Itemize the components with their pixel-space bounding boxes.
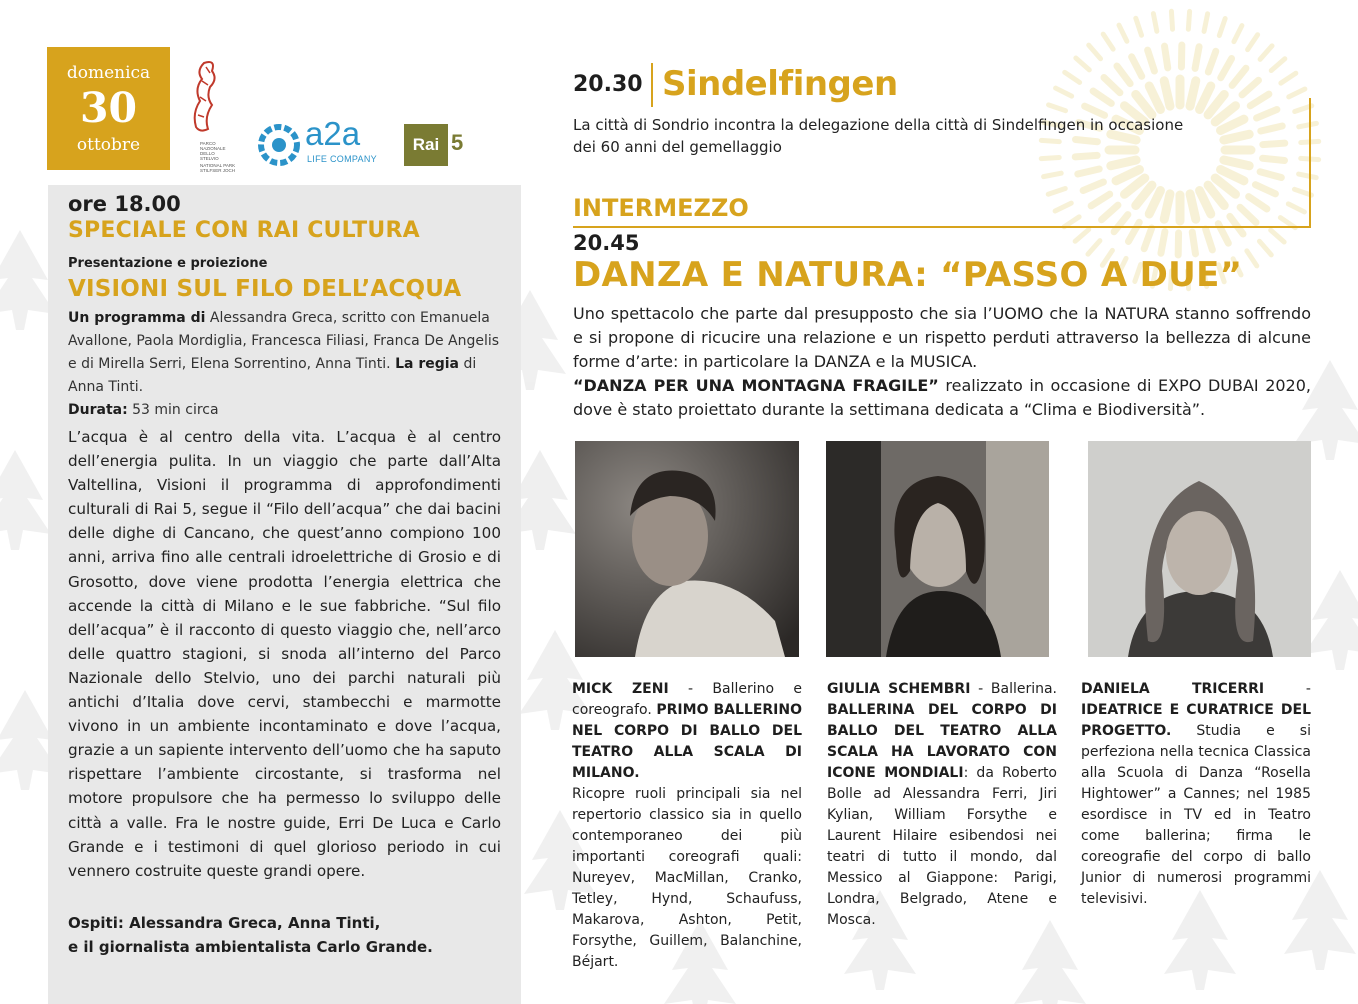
sun-ray bbox=[1161, 232, 1165, 254]
sun-ray bbox=[1257, 109, 1277, 117]
sun-ray bbox=[1188, 11, 1189, 29]
sun-ray bbox=[1224, 160, 1249, 166]
sun-ray bbox=[1164, 81, 1170, 106]
sun-ray bbox=[1192, 232, 1195, 254]
bio-giulia-schembri bbox=[827, 679, 1057, 931]
parco-stelvio-logo bbox=[186, 57, 246, 173]
a2a-tagline: LIFE COMPANY bbox=[307, 154, 377, 164]
sun-ray bbox=[1076, 58, 1089, 70]
sun-ray bbox=[1200, 191, 1211, 214]
sun-ray bbox=[1248, 35, 1258, 50]
date-month: ottobre bbox=[76, 135, 141, 155]
sun-ray bbox=[1195, 47, 1199, 69]
photo-daniela-tricerri bbox=[1088, 441, 1311, 657]
sun-ray bbox=[1114, 215, 1128, 232]
sun-ray bbox=[1249, 197, 1267, 209]
sun-ray bbox=[1088, 241, 1100, 254]
sun-ray bbox=[1240, 207, 1256, 222]
sun-ray bbox=[1075, 229, 1089, 241]
intermezzo-rule bbox=[573, 226, 1311, 228]
event-time-2030: 20.30 bbox=[573, 72, 643, 97]
program-guests bbox=[68, 911, 508, 959]
sun-ray bbox=[1221, 119, 1244, 130]
person-role: - Ballerina. bbox=[970, 681, 1058, 697]
guests-line-1: Ospiti: Alessandra Greca, Anna Tinti, bbox=[68, 914, 381, 932]
sun-ray bbox=[1065, 72, 1080, 82]
svg-text:STILFSER JOCH: STILFSER JOCH bbox=[200, 168, 236, 173]
show-film-title: “DANZA PER UNA MONTAGNA FRAGILE” bbox=[573, 376, 939, 395]
sun-ray bbox=[1219, 19, 1225, 36]
duration-label: Durata: bbox=[68, 402, 128, 418]
event-title-sindelfingen: Sindelfingen bbox=[662, 64, 898, 104]
sun-ray bbox=[1165, 46, 1168, 68]
sun-ray bbox=[1055, 203, 1071, 211]
sun-ray bbox=[1049, 105, 1066, 111]
sun-ray bbox=[1048, 188, 1065, 194]
sun-ray bbox=[1260, 46, 1272, 59]
sun-ray bbox=[1255, 185, 1275, 194]
sun-ray bbox=[1153, 14, 1156, 32]
sun-ray bbox=[1171, 11, 1172, 29]
regia-label: La regia bbox=[395, 356, 459, 372]
sun-ray bbox=[1204, 14, 1208, 32]
sun-ray bbox=[1148, 50, 1155, 71]
sun-ray bbox=[1259, 241, 1271, 255]
regia-text: di Anna Tinti. bbox=[68, 356, 477, 395]
program-description: L’acqua è al centro della vita. L’acqua è al centro dell’energia pulita. In un viaggio che parte dall’Alta Valtellina, Visioni il programma di approfondimenti culturali di Rai 5, segue il “Filo dell’acqua” che dai bacini delle dighe di Cancano, che quest’anno compiono 100 anni, arriva fino alle centrali idroelettriche di Grosio e di Grosotto, dove viene prodotta l’energia elettrica che accende la città di Milano e le sue fabbriche. “Sul filo dell’acqua” è il racconto di questo viaggio che, nell’arco delle quattro stagioni, si snoda all’interno del Parco Nazionale dello Stelvio, uno dei parchi naturali più antichi d’Italia dove cervi, stambecchi e marmotte vivono in un ambiente incontaminato e dove l’acqua, grazie a un sapiente intervento dell’uomo che ha saputo rispettare l’ambiente circostante, si trasforma nel motore propulsore che ha permesso lo sviluppo delle città a valle. Fra le nostre guide, Erri De Luca e Carlo Grande e i testimoni di quel glorioso periodo in cui vennero costruite queste grandi opere. bbox=[68, 428, 501, 880]
event-title-rai-cultura: SPECIALE CON RAI CULTURA bbox=[68, 218, 420, 243]
person-bio: Studia e si perfeziona nella tecnica Classica alla Scuola di Danza “Rosella Hightower” a Cannes; nel 1985 esordisce in TV ed in Teatro come ballerina; firma le coreografie del corpo di ballo Junior di numerosi programmi televisivi. bbox=[1081, 723, 1311, 907]
photo-mick-zeni bbox=[575, 441, 799, 657]
sun-ray bbox=[1102, 205, 1118, 220]
sun-ray bbox=[1164, 194, 1170, 219]
sun-ray bbox=[1190, 81, 1196, 106]
sun-ray bbox=[1271, 59, 1285, 71]
event-time-1800: ore 18.00 bbox=[68, 192, 181, 216]
a2a-emblem-icon bbox=[257, 123, 301, 167]
svg-text:STELVIO: STELVIO bbox=[200, 156, 219, 161]
svg-text:NATIONAL PARK: NATIONAL PARK bbox=[200, 163, 236, 168]
intermezzo-heading: INTERMEZZO bbox=[573, 194, 749, 222]
sindelfingen-description: La città di Sondrio incontra la delegazione della città di Sindelfingen in occasione dei 60 anni del gemellaggio bbox=[573, 116, 1184, 156]
program-credits bbox=[68, 307, 508, 422]
sun-ray bbox=[1263, 158, 1285, 160]
sun-ray bbox=[1299, 174, 1317, 178]
sun-ray bbox=[1104, 78, 1120, 93]
credits-text: Alessandra Greca, scritto con Emanuela Avallone, Paola Mordiglia, Francesca Filiasi, Franca De Angelis e di Mirella Serri, Elena Sorrentino, Anna Tinti. bbox=[68, 310, 500, 372]
sun-ray bbox=[1221, 59, 1232, 78]
program-title: VISIONI SUL FILO DELL’ACQUA bbox=[68, 276, 462, 302]
sun-ray bbox=[1221, 170, 1244, 181]
show-description-text: Uno spettacolo che parte dal presupposto che sia l’UOMO che la NATURA stanno soffrendo e si propone di ricucire una relazione e un rispetto perduti attraverso la bellezza di alcune forme d’arte: in particolare la DANZA e la MUSICA. bbox=[573, 304, 1311, 371]
sun-ray bbox=[1044, 173, 1062, 176]
sun-ray bbox=[1117, 66, 1130, 84]
tree-shape bbox=[1304, 570, 1358, 670]
sun-ray bbox=[1206, 229, 1213, 250]
bio-daniela-tricerri bbox=[1081, 679, 1311, 910]
sun-ray bbox=[1234, 26, 1242, 42]
sun-ray bbox=[1056, 88, 1072, 96]
sun-ray bbox=[1261, 126, 1282, 131]
sun-ray bbox=[1093, 91, 1111, 103]
sun-ray bbox=[1089, 45, 1101, 59]
sun-ray bbox=[1149, 191, 1160, 214]
sun-ray bbox=[1200, 86, 1211, 109]
intermezzo-rule-vertical bbox=[1309, 98, 1311, 228]
sun-ray bbox=[1288, 204, 1304, 212]
rai5-logo bbox=[404, 124, 468, 166]
person-name: GIULIA SCHEMBRI bbox=[827, 681, 971, 697]
tree-shape bbox=[0, 450, 51, 550]
sun-ray bbox=[1281, 73, 1296, 83]
show-title: DANZA E NATURA: “PASSO A DUE” bbox=[573, 255, 1243, 295]
sun-ray bbox=[1208, 51, 1216, 72]
rai-wordmark: Rai bbox=[404, 124, 448, 166]
a2a-wordmark: a2a bbox=[305, 115, 361, 152]
sun-ray bbox=[1260, 172, 1281, 178]
bio-mick-zeni bbox=[572, 679, 802, 973]
sun-ray bbox=[1263, 143, 1285, 144]
sun-ray bbox=[1289, 89, 1305, 97]
date-badge bbox=[47, 47, 170, 170]
photo-giulia-schembri bbox=[826, 441, 1049, 657]
sun-ray bbox=[1078, 169, 1099, 174]
sun-ray bbox=[1190, 194, 1196, 219]
person-highlight: IDEATRICE E CURATRICE DEL PROGETTO. bbox=[1081, 702, 1311, 739]
person-bio: Ricopre ruoli principali sia nel repertorio classico sia in quello contemporaneo dei più importanti coreografi quali: Nureyev, MacMillan, Cranko, Tetley, Hynd, Schaufuss, Makarova, Ashton, Petit, Forsythe, Guillem, Balanchine, Béjart. bbox=[572, 786, 802, 970]
person-role: - bbox=[1264, 681, 1311, 697]
person-highlight: PRIMO BALLERINO NEL CORPO DI BALLO DEL TEATRO ALLA SCALA DI MILANO. bbox=[572, 702, 802, 781]
show-film-text: realizzato in occasione di EXPO DUBAI 2020, dove è stato proiettato durante la settimana dedicata a “Clima e Biodiversità”. bbox=[573, 376, 1312, 419]
sun-ray bbox=[1116, 170, 1139, 181]
duration-text: 53 min circa bbox=[127, 402, 219, 418]
person-role: - Ballerino e coreografo. bbox=[572, 681, 802, 718]
person-name: DANIELA TRICERRI bbox=[1081, 681, 1265, 697]
sun-ray bbox=[1091, 194, 1110, 206]
person-name: MICK ZENI bbox=[572, 681, 669, 697]
svg-text:DELLO: DELLO bbox=[200, 151, 215, 156]
sun-ray bbox=[1144, 228, 1152, 249]
sun-ray bbox=[1250, 94, 1269, 106]
sun-ray bbox=[1132, 57, 1142, 77]
sun-ray bbox=[1149, 86, 1160, 109]
sun-ray bbox=[1242, 80, 1258, 95]
sun-ray bbox=[1111, 160, 1136, 166]
event-time-2045: 20.45 bbox=[573, 231, 640, 255]
event-subtitle: Presentazione e proiezione bbox=[68, 256, 268, 271]
sun-ray bbox=[1271, 230, 1284, 242]
show-description bbox=[573, 302, 1311, 422]
sun-ray bbox=[1083, 182, 1103, 190]
date-weekday: domenica bbox=[66, 63, 151, 83]
sun-ray bbox=[1232, 68, 1246, 85]
sun-ray bbox=[1224, 134, 1249, 140]
sun-ray bbox=[1103, 34, 1113, 49]
credits-label: Un programma di bbox=[68, 310, 206, 326]
time-separator bbox=[651, 63, 653, 107]
svg-text:NAZIONALE: NAZIONALE bbox=[200, 146, 226, 151]
rai-channel-number: 5 bbox=[451, 130, 464, 155]
sun-ray bbox=[1299, 123, 1317, 126]
sun-ray bbox=[1136, 18, 1142, 35]
guests-line-2: e il giornalista ambientalista Carlo Grande. bbox=[68, 938, 433, 956]
person-highlight: BALLERINA DEL CORPO DI BALLO DEL TEATRO ALLA SCALA HA LAVORATO CON ICONE MONDIALI bbox=[827, 702, 1057, 781]
sun-ray bbox=[1247, 251, 1257, 266]
date-day: 30 bbox=[79, 84, 138, 132]
tree-shape bbox=[1014, 920, 1086, 1004]
svg-text:PARCO: PARCO bbox=[200, 141, 216, 146]
person-bio: : da Roberto Bolle ad Alessandra Ferri, Jiri Kylian, William Forsythe e Laurent Hilaire esibendosi nei teatri di tutto il mondo, dal Messico al Giappone: Parigi, Londra, Belgrado, Atene e Mosca. bbox=[827, 765, 1058, 928]
sun-ray bbox=[1119, 25, 1127, 41]
a2a-logo bbox=[257, 115, 387, 171]
